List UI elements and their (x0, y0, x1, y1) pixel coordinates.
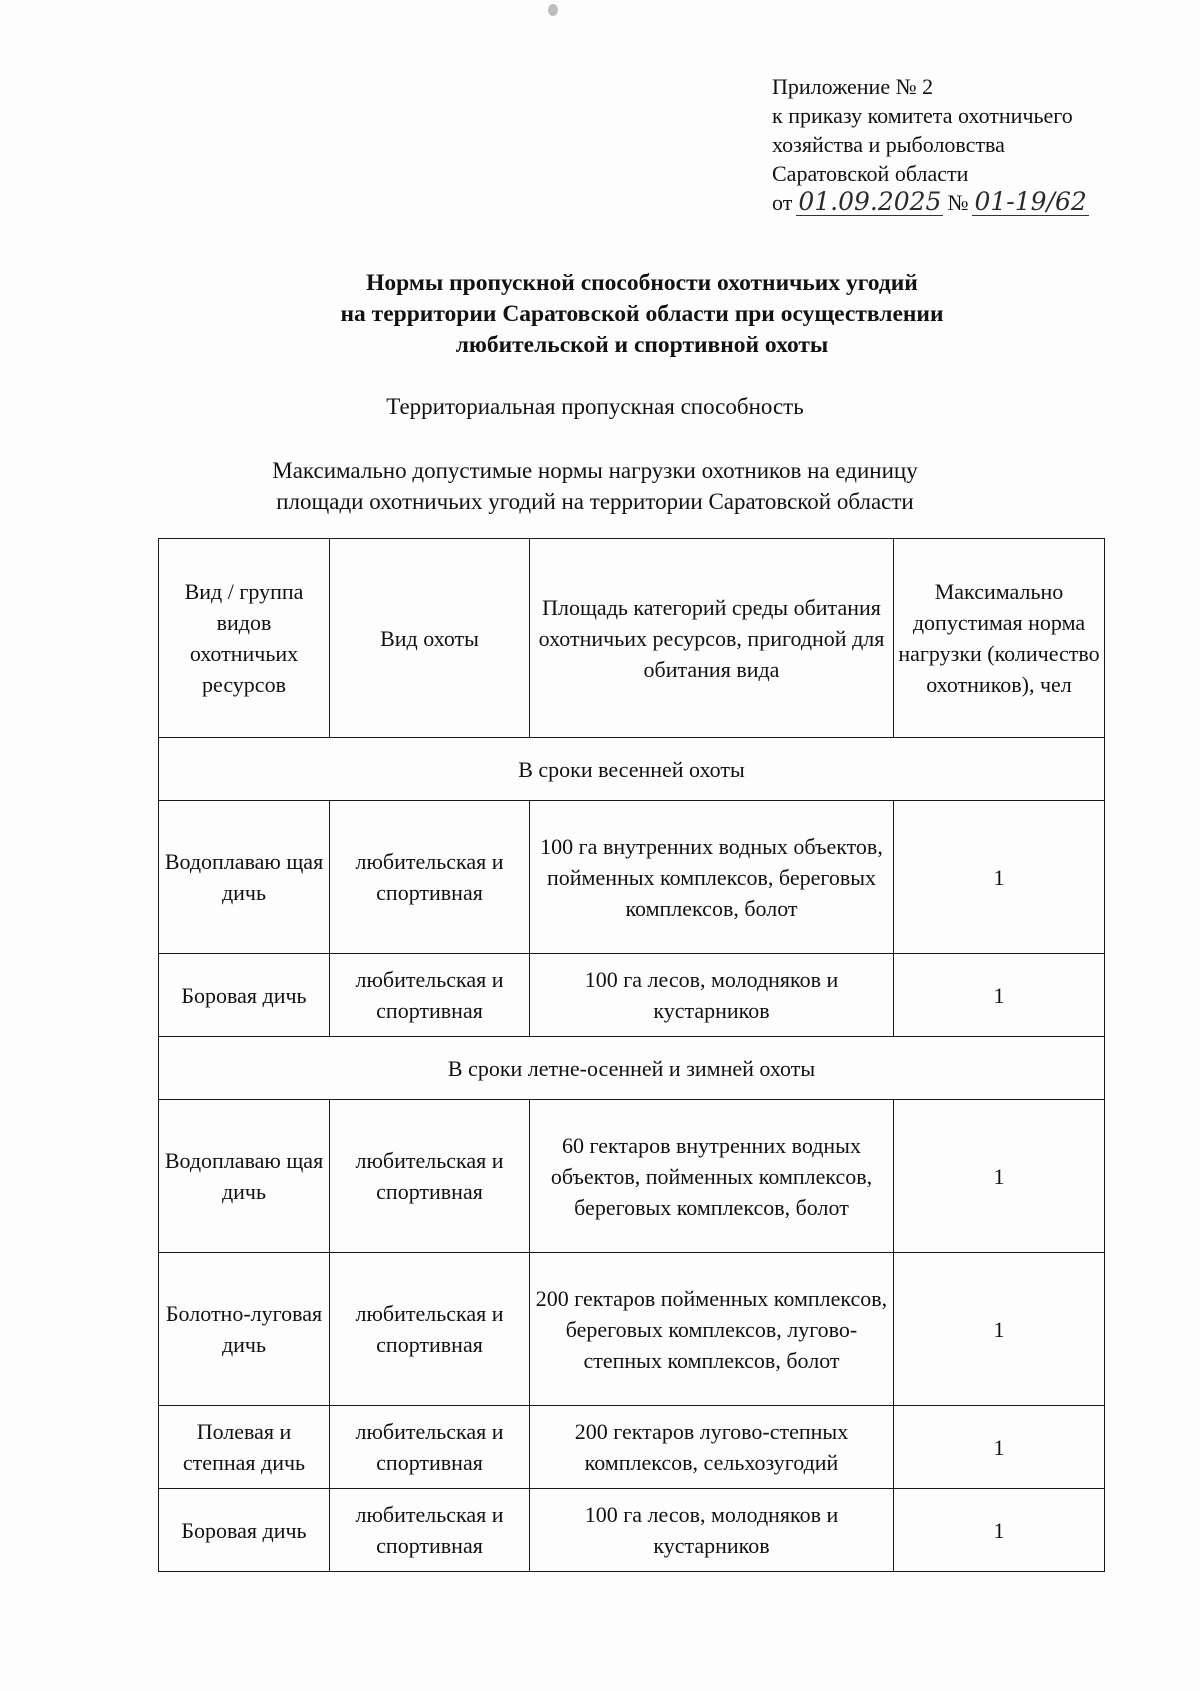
table-row (159, 1253, 1105, 1406)
cell-hunting-type: любительская и спортивная (330, 1489, 530, 1572)
cell-habitat-area: 100 га лесов, молодняков и кустарников (530, 1489, 894, 1572)
cell-max-load: 1 (894, 1489, 1105, 1572)
number-prefix: № (947, 190, 969, 215)
table-row (159, 1489, 1105, 1572)
table-row (159, 801, 1105, 954)
cell-species-group: Водоплаваю щая дичь (159, 1100, 330, 1253)
table-row (159, 1100, 1105, 1253)
document-title (0, 268, 1200, 361)
table-row (159, 1406, 1105, 1489)
cell-hunting-type: любительская и спортивная (330, 1406, 530, 1489)
section-title: В сроки летне-осенней и зимней охоты (159, 1037, 1105, 1100)
header-cell-max-load: Максимально допустимая норма нагрузки (количество охотников), чел (894, 539, 1105, 738)
appendix-header (772, 72, 1172, 217)
cell-species-group: Водоплаваю щая дичь (159, 801, 330, 954)
appendix-line: Приложение № 2 (772, 74, 934, 99)
header-cell-species-group: Вид / группа видов охотничьих ресурсов (159, 539, 330, 738)
table-caption (0, 455, 1190, 517)
cell-habitat-area: 60 гектаров внутренних водных объектов, пойменных комплексов, береговых комплексов, болот (530, 1100, 894, 1253)
norms-table (158, 538, 1105, 1572)
cell-species-group: Боровая дичь (159, 1489, 330, 1572)
title-line: любительской и спортивной охоты (455, 332, 829, 358)
cell-max-load: 1 (894, 1253, 1105, 1406)
handwritten-order-number: 01-19/62 (974, 187, 1087, 216)
cell-hunting-type: любительская и спортивная (330, 1253, 530, 1406)
appendix-line: хозяйства и рыболовства (772, 132, 1005, 157)
cell-hunting-type: любительская и спортивная (330, 801, 530, 954)
title-line: на территории Саратовской области при осуществлении (340, 301, 944, 327)
cell-max-load: 1 (894, 1406, 1105, 1489)
header-cell-hunting-type: Вид охоты (330, 539, 530, 738)
scan-speck (548, 4, 558, 16)
cell-max-load: 1 (894, 1100, 1105, 1253)
handwritten-date: 01.09.2025 (798, 187, 942, 216)
header-cell-habitat-area: Площадь категорий среды обитания охотничьих ресурсов, пригодной для обитания вида (530, 539, 894, 738)
title-line: Нормы пропускной способности охотничьих угодий (366, 270, 918, 296)
cell-habitat-area: 100 га лесов, молодняков и кустарников (530, 954, 894, 1037)
cell-hunting-type: любительская и спортивная (330, 1100, 530, 1253)
cell-species-group: Боровая дичь (159, 954, 330, 1037)
section-row-summer-autumn-winter (159, 1037, 1105, 1100)
cell-max-load: 1 (894, 801, 1105, 954)
cell-habitat-area: 200 гектаров лугово-степных комплексов, сельхозугодий (530, 1406, 894, 1489)
order-date-number-line (772, 188, 1172, 217)
cell-max-load: 1 (894, 954, 1105, 1037)
date-prefix: от (772, 190, 793, 215)
cell-habitat-area: 200 гектаров пойменных комплексов, береговых комплексов, лугово-степных комплексов, болот (530, 1253, 894, 1406)
section-title: В сроки весенней охоты (159, 738, 1105, 801)
cell-species-group: Полевая и степная дичь (159, 1406, 330, 1489)
cell-species-group: Болотно-луговая дичь (159, 1253, 330, 1406)
table-header-row (159, 539, 1105, 738)
section-subtitle: Территориальная пропускная способность (386, 394, 804, 419)
cell-habitat-area: 100 га внутренних водных объектов, пойменных комплексов, береговых комплексов, болот (530, 801, 894, 954)
caption-line: Максимально допустимые нормы нагрузки охотников на единицу (272, 458, 918, 483)
appendix-line: Саратовской области (772, 161, 969, 186)
appendix-line: к приказу комитета охотничьего (772, 103, 1073, 128)
cell-hunting-type: любительская и спортивная (330, 954, 530, 1037)
section-row-spring (159, 738, 1105, 801)
caption-line: площади охотничьих угодий на территории Саратовской области (276, 489, 914, 514)
table-row (159, 954, 1105, 1037)
